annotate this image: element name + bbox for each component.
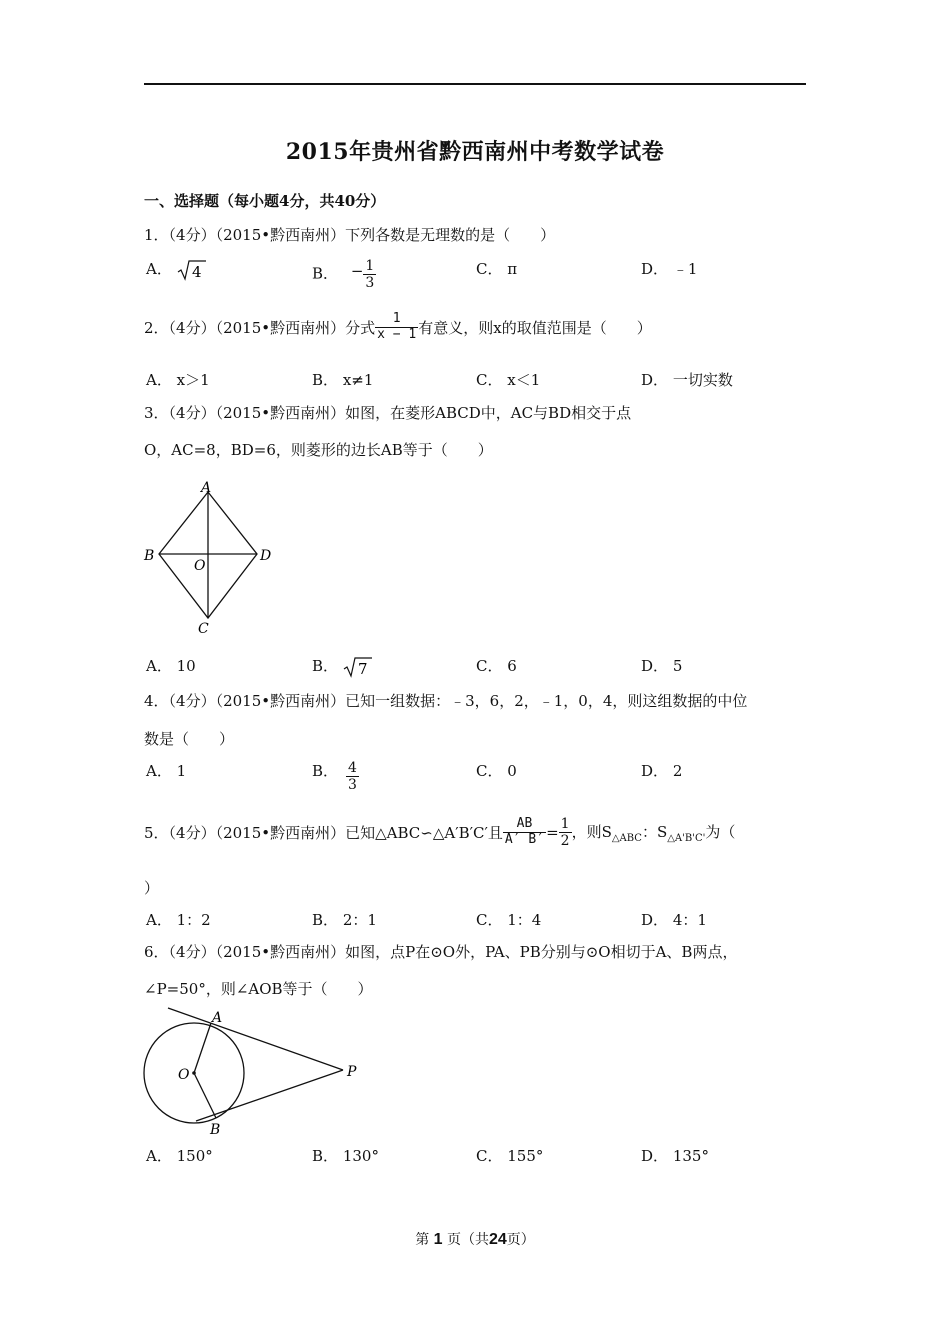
current-page: 1 bbox=[433, 1231, 443, 1248]
label-o: O bbox=[194, 558, 206, 574]
question-5-stem-line2: ） bbox=[144, 879, 160, 897]
fraction: $\frac{1}{3}$ bbox=[365, 258, 375, 292]
q4-option-c: C． 0 bbox=[476, 762, 517, 780]
q3-option-a: A． 10 bbox=[146, 657, 196, 675]
total-pages: 24 bbox=[489, 1231, 507, 1248]
q4-option-a: A． 1 bbox=[146, 762, 187, 780]
header-rule bbox=[144, 83, 806, 85]
fraction-half: $\frac{1}{2}$ bbox=[560, 816, 570, 850]
q1-option-d: D． ﹣1 bbox=[641, 260, 698, 278]
label-b: B bbox=[210, 1122, 221, 1138]
q3-option-c: C． 6 bbox=[476, 657, 517, 675]
question-6-stem-line1: 6．（4分）（2015•黔西南州）如图，点P在⊙O外，PA、PB分别与⊙O相切于A、B两点， bbox=[144, 943, 738, 961]
tangent-circle-figure bbox=[138, 1006, 368, 1138]
question-3-stem-line1: 3．（4分）（2015•黔西南州）如图，在菱形ABCD中，AC与BD相交于点 bbox=[144, 404, 632, 422]
q2-option-b: B． x≠1 bbox=[312, 371, 374, 389]
rhombus-figure bbox=[140, 478, 280, 638]
q4-option-b: B． $\frac{4}{3}$ bbox=[312, 760, 357, 794]
q6-option-c: C． 155° bbox=[476, 1147, 544, 1165]
tangent-pa bbox=[168, 1008, 343, 1070]
radius-oa bbox=[194, 1023, 211, 1073]
tangent-pb bbox=[196, 1070, 343, 1121]
q2-option-c: C． x＜1 bbox=[476, 371, 541, 389]
q3-option-b: B． 7 bbox=[312, 655, 373, 678]
q1-option-a: A． 4 bbox=[146, 258, 207, 281]
question-4-stem-line1: 4．（4分）（2015•黔西南州）已知一组数据：﹣3，6，2，﹣1，0，4，则这组数据的中位 bbox=[144, 692, 748, 710]
q2-option-a: A． x＞1 bbox=[146, 371, 210, 389]
q3-option-d: D． 5 bbox=[641, 657, 683, 675]
radius-ob bbox=[194, 1073, 216, 1118]
q5-option-b: B． 2：1 bbox=[312, 911, 377, 929]
question-4-stem-line2: 数是（ ） bbox=[144, 730, 235, 748]
page-footer: 第 1 页（共24页） bbox=[415, 1231, 535, 1248]
sqrt-symbol bbox=[177, 259, 207, 281]
label-c: C bbox=[198, 621, 209, 637]
page-title: 2015年贵州省黔西南州中考数学试卷 bbox=[285, 139, 665, 165]
label-a: A bbox=[212, 1010, 223, 1026]
question-6-stem-line2: ∠P=50°，则∠AOB等于（ ） bbox=[144, 980, 373, 998]
sqrt-symbol bbox=[343, 656, 373, 678]
label-p: P bbox=[347, 1064, 357, 1080]
q6-option-b: B． 130° bbox=[312, 1147, 379, 1165]
q4-option-d: D． 2 bbox=[641, 762, 683, 780]
question-5-stem: 5．（4分）（2015•黔西南州）已知△ABC∽△A′B′C′且 $\frac{AB}{A' B'}$ = $\frac{1}{2}$ ，则$S_{\triangle ABC}$：$S_{\triangle A'B'C'}$为（ bbox=[144, 816, 736, 850]
q6-option-d: D． 135° bbox=[641, 1147, 709, 1165]
q1-option-c: C． π bbox=[476, 260, 518, 278]
fraction: $\frac{4}{3}$ bbox=[348, 760, 357, 794]
fraction: $\frac{1}{x - 1}$ bbox=[377, 311, 417, 342]
question-2-stem: 2．（4分）（2015•黔西南州）分式 $\frac{1}{x - 1}$ 有意义，则x的取值范围是（ ） bbox=[144, 311, 652, 342]
q5-option-c: C． 1：4 bbox=[476, 911, 542, 929]
center-point bbox=[192, 1071, 196, 1075]
q5-option-a: A． 1：2 bbox=[146, 911, 211, 929]
radicand: 4 bbox=[191, 263, 202, 281]
question-1-stem: 1．（4分）（2015•黔西南州）下列各数是无理数的是（ ） bbox=[144, 226, 556, 244]
label-a: A bbox=[201, 480, 212, 496]
q2-option-d: D． 一切实数 bbox=[641, 371, 733, 389]
label-o: O bbox=[178, 1067, 190, 1083]
q5-option-d: D． 4：1 bbox=[641, 911, 707, 929]
q6-option-a: A． 150° bbox=[146, 1147, 213, 1165]
section-heading: 一、选择题（每小题4分，共40分） bbox=[144, 192, 386, 210]
label-b: B bbox=[144, 548, 155, 564]
question-3-stem-line2: O，AC=8，BD=6，则菱形的边长AB等于（ ） bbox=[144, 441, 493, 459]
fraction-ab: $\frac{AB}{A' B'}$ bbox=[504, 816, 545, 848]
label-d: D bbox=[260, 548, 272, 564]
q1-option-b: B． − $\frac{1}{3}$ bbox=[312, 258, 375, 292]
radicand: 7 bbox=[357, 660, 368, 678]
